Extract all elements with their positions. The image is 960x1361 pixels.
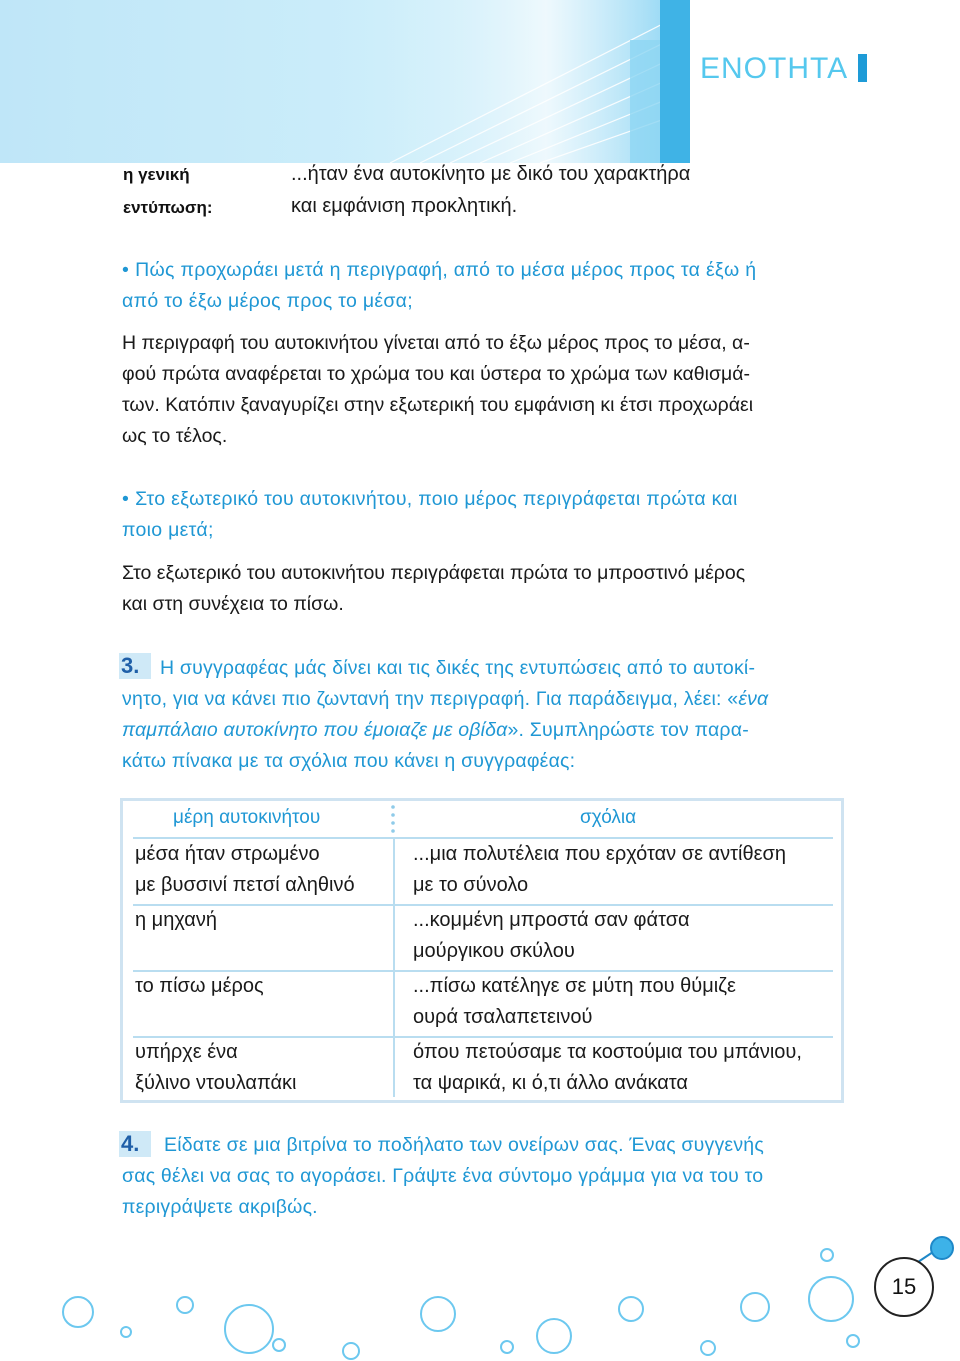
answer-1-line4: ως το τέλος. <box>122 425 228 447</box>
answer-2-line1: Στο εξωτερικό του αυτοκινήτου περιγράφεται πρώτα το μπροστινό μέρος <box>122 562 746 584</box>
bubble-decoration <box>62 1296 94 1328</box>
bubble-decoration <box>700 1340 716 1356</box>
bubble-decoration <box>176 1296 194 1314</box>
answer-1-line1: Η περιγραφή του αυτοκινήτου γίνεται από το έξω μέρος προς το μέσα, α- <box>122 332 750 354</box>
bubble-decoration <box>930 1236 954 1260</box>
bubble-decoration <box>120 1326 132 1338</box>
exercise-3-line3-text: ». Συμπληρώστε τον παρα- <box>507 719 749 741</box>
impression-label-line2: εντύπωση: <box>123 198 213 217</box>
row-4-comment-line1: όπου πετούσαμε τα κοστούμια του μπάνιου, <box>413 1041 802 1063</box>
answer-2-line2: και στη συνέχεια το πίσω. <box>122 593 344 615</box>
bubble-decoration <box>272 1338 286 1352</box>
table-row-3-comment <box>413 971 736 1033</box>
table-header-parts: μέρη αυτοκινήτου <box>173 807 321 828</box>
exercise-3-line2-text: νητο, για να κάνει πιο ζωντανή την περιγραφή. Για παράδειγμα, λέει: « <box>122 688 739 710</box>
unit-bar <box>858 54 867 82</box>
header-pattern <box>330 0 690 163</box>
row-3-comment-line1: ...πίσω κατέληγε σε μύτη που θύμιζε <box>413 975 736 997</box>
row-2-comment-line1: ...κομμένη μπροστά σαν φάτσα <box>413 909 690 931</box>
row-1-comment-line1: ...μια πολυτέλεια που ερχόταν σε αντίθεση <box>413 843 786 865</box>
exercise-3-text <box>122 653 847 777</box>
exercise-3-line2-italic: ένα <box>738 688 769 710</box>
column-divider <box>393 837 395 1097</box>
exercise-3-number: 3. <box>119 653 151 679</box>
bullet: • <box>122 488 130 510</box>
table-row-2-part <box>135 905 217 936</box>
exercise-3-line3-italic: παμπάλαιο αυτοκίνητο που έμοιαζε με οβίδα <box>122 719 508 741</box>
question-1-line2: από το έξω μέρος προς το μέσα; <box>122 290 413 312</box>
row-2-comment-line2: μούργικου σκύλου <box>413 940 575 962</box>
exercise-4-number: 4. <box>119 1131 151 1157</box>
table-header-comments: σχόλια <box>580 807 637 828</box>
exercise-3-line1: Η συγγραφέας μάς δίνει και τις δικές της εντυπώσεις από το αυτοκί- <box>160 657 756 679</box>
row-3-comment-line2: ουρά τσαλαπετεινού <box>413 1006 593 1028</box>
bubble-decoration <box>820 1248 834 1262</box>
bubble-decoration <box>224 1304 274 1354</box>
question-1 <box>122 255 847 317</box>
row-4-comment-line2: τα ψαρικά, κι ό,τι άλλο ανάκατα <box>413 1072 688 1094</box>
row-3-part-line1: το πίσω μέρος <box>135 975 264 997</box>
row-1-part-line1: μέσα ήταν στρωμένο <box>135 843 320 865</box>
row-4-part-line2: ξύλινο ντουλαπάκι <box>135 1072 297 1094</box>
exercise-4-line3: περιγράψετε ακριβώς. <box>122 1196 318 1218</box>
row-1-part-line2: με βυσσινί πετσί αληθινό <box>135 874 355 896</box>
exercise-4-line2: σας θέλει να σας το αγοράσει. Γράψτε ένα σύντομο γράμμα για να του το <box>122 1165 764 1187</box>
bubble-decoration <box>618 1296 644 1322</box>
table-row-3-part <box>135 971 264 1002</box>
bubble-decoration <box>420 1296 456 1332</box>
exercise-4-text <box>122 1130 847 1223</box>
question-2-line1: Στο εξωτερικό του αυτοκινήτου, ποιο μέρος περιγράφεται πρώτα και <box>135 488 738 510</box>
question-2 <box>122 484 847 546</box>
answer-1-line2: φού πρώτα αναφέρεται το χρώμα του και ύστερα το χρώμα των καθισμά- <box>122 363 750 385</box>
table-row-1-part <box>135 839 355 901</box>
exercise-4-line1: Είδατε σε μια βιτρίνα το ποδήλατο των ονείρων σας. Ένας συγγενής <box>164 1134 764 1156</box>
bubble-decoration <box>808 1276 854 1322</box>
row-4-part-line1: υπήρχε ένα <box>135 1041 238 1063</box>
bubble-decoration <box>342 1342 360 1360</box>
header-divider-dots <box>391 804 395 834</box>
question-2-line2: ποιο μετά; <box>122 519 214 541</box>
row-2-part-line1: η μηχανή <box>135 909 217 931</box>
answer-2 <box>122 558 847 620</box>
impression-text-line1: ...ήταν ένα αυτοκίνητο με δικό του χαρακτήρα <box>291 163 691 185</box>
bubble-decoration <box>536 1318 572 1354</box>
exercise-3-line3 <box>122 715 847 746</box>
table-row-4-comment <box>413 1037 802 1099</box>
table-row-4-part <box>135 1037 296 1099</box>
bullet: • <box>122 259 130 281</box>
comments-table <box>120 798 844 1103</box>
unit-label: ΕΝΟΤΗΤΑ <box>700 52 849 85</box>
table-row-2-comment <box>413 905 690 967</box>
exercise-3-line4: κάτω πίνακα με τα σχόλια που κάνει η συγγραφέας: <box>122 750 576 772</box>
bubble-decoration <box>740 1292 770 1322</box>
impression-label-line1: η γενική <box>123 165 190 184</box>
question-1-line1: Πώς προχωράει μετά η περιγραφή, από το μέσα μέρος προς τα έξω ή <box>135 259 757 281</box>
row-1-comment-line2: με το σύνολο <box>413 874 529 896</box>
page-number: 15 <box>874 1257 934 1317</box>
answer-1-line3: των. Κατόπιν ξαναγυρίζει στην εξωτερική του εμφάνιση κι έτσι προχωράει <box>122 394 754 416</box>
table-row-1-comment <box>413 839 786 901</box>
exercise-3-line2 <box>122 684 847 715</box>
impression-text-line2: και εμφάνιση προκλητική. <box>291 195 518 217</box>
bubble-decoration <box>500 1340 514 1354</box>
answer-1 <box>122 328 847 452</box>
bubble-decoration <box>846 1334 860 1348</box>
